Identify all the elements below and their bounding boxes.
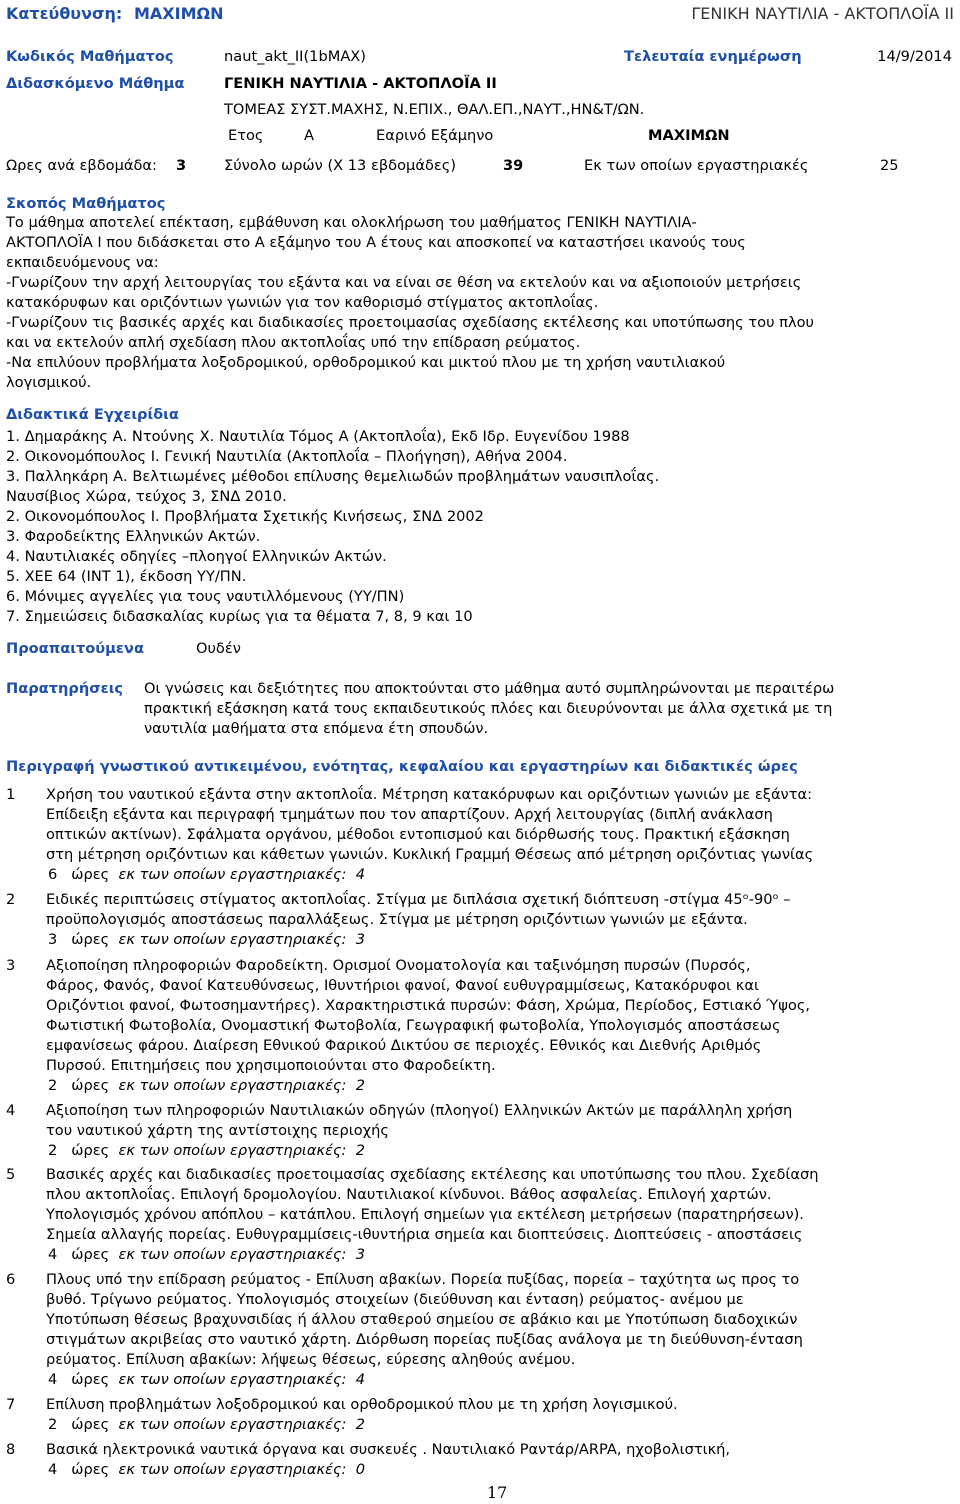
- topic-number: 4: [6, 1102, 16, 1119]
- topic-line: ρεύματος. Επίλυση αβακίων: λήψεως θέσεως, εύρεσης αληθούς ανέμου.: [46, 1351, 576, 1368]
- topic-item: [46, 890, 791, 950]
- objective-line: ΑΚΤΟΠΛΟΪΑ Ι που διδάσκεται στο Α εξάμηνο του Α έτους και αποσκοπεί να καταστήσει ικανούς τους: [6, 234, 746, 251]
- topic-line: Επίλυση προβλημάτων λοξοδρομικού και ορθοδρομικού πλου με τη χρήση λογισμικού.: [46, 1396, 678, 1413]
- lab-phrase: εκ των οποίων εργαστηριακές:: [118, 1461, 347, 1478]
- topic-item: [46, 1101, 792, 1161]
- topic-hours: 2: [48, 1416, 58, 1433]
- weekly-hours-value: 3: [176, 157, 187, 174]
- hours-word: ώρες: [71, 1416, 110, 1433]
- textbook-item: 2. Οικονομόπουλος Ι. Προβλήματα Σχετικής Κινήσεως, ΣΝΔ 2002: [6, 508, 484, 525]
- hours-word: ώρες: [71, 1461, 110, 1478]
- year-value: Α: [304, 127, 314, 144]
- topic-line: Φωτιστική Φωτοβολία, Ονομαστική Φωτοβολία, Γεωγραφική φωτοβολία, Υπολογισμός αποστάσεως: [46, 1017, 781, 1034]
- hours-word: ώρες: [71, 931, 110, 948]
- topic-number: 2: [6, 891, 16, 908]
- topic-line: Οριζόντιοι φανοί, Φωτοσημαντήρες). Χαρακτηριστικά πυρσών: Φάση, Χρώμα, Περίοδος, Εστιακό Ύψος,: [46, 997, 811, 1014]
- objective-line: -Γνωρίζουν τις βασικές αρχές και διαδικασίες προετοιμασίας σχεδίασης εκτέλεσης και υποτύπωσης του πλου: [6, 314, 814, 331]
- textbook-item: 4. Ναυτιλιακές οδηγίες –πλοηγοί Ελληνικών Ακτών.: [6, 548, 387, 565]
- year-label: Ετος: [228, 127, 264, 144]
- remarks-line: πρακτική εξάσκηση κατά τους εκπαιδευτικούς πλόες και διευρύνονται με άλλα σχετικά με τη: [144, 700, 833, 717]
- topic-line: Υπολογισμός χρόνου απόπλου – κατάπλου. Επιλογή σημείων για εκτέλεση μετρήσεων (παρατηρήσεων).: [46, 1206, 804, 1223]
- topic-line: στη μέτρηση οριζόντιων και κάθετων γωνιών. Κυκλική Γραμμή Θέσεως από μέτρηση οριζόντιας γωνίας: [46, 846, 814, 863]
- lab-phrase: εκ των οποίων εργαστηριακές:: [118, 1371, 347, 1388]
- topic-lab-hours: 4: [355, 866, 366, 883]
- topic-item: [46, 1395, 678, 1435]
- semester-value: Εαρινό Εξάμηνο: [376, 127, 494, 144]
- objective-line: Το μάθημα αποτελεί επέκταση, εμβάθυνση και ολοκλήρωση του μαθήματος ΓΕΝΙΚΗ ΝΑΥΤΙΛΙΑ-: [6, 214, 697, 231]
- topic-item: [46, 1440, 730, 1480]
- objective-line: και να εκτελούν απλή σχεδίαση πλου ακτοπλοΐας υπό την επίδραση ρεύματος.: [6, 334, 581, 351]
- textbook-item: 1. Δημαράκης Α. Ντούνης Χ. Ναυτιλία Τόμος Α (Ακτοπλοΐα), Εκδ Ιδρ. Ευγενίδου 1988: [6, 428, 630, 445]
- updated-label: Τελευταία ενημέρωση: [624, 48, 802, 65]
- updated-value: 14/9/2014: [877, 48, 952, 65]
- remarks-text: [144, 679, 834, 739]
- objective-line: -Να επιλύουν προβλήματα λοξοδρομικού, ορθοδρομικού και μικτού πλου με τη χρήση ναυτιλιακού: [6, 354, 726, 371]
- lab-hours-value: 25: [880, 157, 899, 174]
- remarks-label: Παρατηρήσεις: [6, 680, 124, 697]
- objective-line: λογισμικού.: [6, 374, 92, 391]
- lab-phrase: εκ των οποίων εργαστηριακές:: [118, 931, 347, 948]
- objective-line: εκπαιδευόμενους να:: [6, 254, 159, 271]
- topic-line: Βασικά ηλεκτρονικά ναυτικά όργανα και συσκευές . Ναυτιλιακό Ραντάρ/ARPA, ηχοβολιστική,: [46, 1441, 731, 1458]
- topic-line: Αξιοποίηση των πληροφοριών Ναυτιλιακών οδηγών (πλοηγοί) Ελληνικών Ακτών με παράλληλη χρήση: [46, 1102, 793, 1119]
- lab-phrase: εκ των οποίων εργαστηριακές:: [118, 1246, 347, 1263]
- topic-item: [46, 956, 810, 1096]
- textbook-item: 3. Φαροδείκτης Ελληνικών Ακτών.: [6, 528, 261, 545]
- header-right-title: ΓΕΝΙΚΗ ΝΑΥΤΙΛΙΑ - ΑΚΤΟΠΛΟΪΑ ΙΙ: [691, 4, 954, 23]
- topic-line: βυθό. Τρίγωνο ρεύματος. Υπολογισμός στοιχείων (διεύθυνση και ένταση) ρεύματος- ανέμου με: [46, 1291, 744, 1308]
- topic-lab-hours: 2: [355, 1416, 366, 1433]
- remarks-line: Οι γνώσεις και δεξιότητες που αποκτούνται στο μάθημα αυτό συμπληρώνονται με περαιτέρω: [144, 680, 835, 697]
- topic-line: Βασικές αρχές και διαδικασίες προετοιμασίας σχεδίασης εκτέλεσης και υποτύπωσης του πλου. Σχεδίαση: [46, 1166, 819, 1183]
- hours-word: ώρες: [71, 866, 110, 883]
- topic-line: εμφανίσεως φάρου. Διαίρεση Εθνικού Φαρικού Δικτύου σε περιοχές. Εθνικός και Διεθνής Αριθμός: [46, 1037, 762, 1054]
- textbooks-heading: Διδακτικά Εγχειρίδια: [6, 406, 179, 423]
- topic-line: Πυρσού. Επιτημήσεις που χρησιμοποιούνται στο Φαροδείκτη.: [46, 1057, 496, 1074]
- topic-line: του ναυτικού χάρτη της αντίστοιχης περιοχής: [46, 1122, 389, 1139]
- textbook-item: 5. ΧΕΕ 64 (ΙΝΤ 1), έκδοση ΥΥ/ΠΝ.: [6, 568, 247, 585]
- prerequisites-label: Προαπαιτούμενα: [6, 640, 144, 657]
- topic-line: Φάρος, Φανός, Φανοί Κατευθύνσεως, Ιθυντήριοι φανοί, Φανοί ευθυγραμμίσεως, Κατακόρυφοι και: [46, 977, 759, 994]
- topic-line: οπτικών ακτίνων). Σφάλματα οργάνου, μέθοδοι εντοπισμού και διόρθωσής τους. Πρακτική εξάσκηση: [46, 826, 790, 843]
- lab-phrase: εκ των οποίων εργαστηριακές:: [118, 866, 347, 883]
- course-code-value: naut_akt_II(1bMAX): [224, 48, 366, 65]
- topic-hours-line: [46, 865, 813, 885]
- topic-lab-hours: 4: [355, 1371, 366, 1388]
- weekly-hours-label: Ωρες ανά εβδομάδα:: [6, 157, 157, 174]
- topic-number: 7: [6, 1396, 16, 1413]
- topic-line: Επίδειξη εξάντα και περιγραφή τμημάτων που τον απαρτίζουν. Αρχή λειτουργίας (διπλή ανάκλαση: [46, 806, 773, 823]
- prerequisites-value: Ουδέν: [196, 640, 241, 657]
- topic-hours: 4: [48, 1371, 58, 1388]
- topic-hours: 2: [48, 1077, 58, 1094]
- direction-value: ΜΑΧΙΜΩΝ: [134, 4, 224, 23]
- topic-line: Αξιοποίηση πληροφοριών Φαροδείκτη. Ορισμοί Ονοματολογία και ταξινόμηση πυρσών (Πυρσός,: [46, 957, 751, 974]
- topic-line: προϋπολογισμός αποστάσεως παραλλάξεως. Στίγμα με μέτρηση οριζόντιων γωνιών με εξάντα.: [46, 911, 748, 928]
- textbook-item: 2. Οικονομόπουλος Ι. Γενική Ναυτιλία (Ακτοπλοΐα – Πλοήγηση), Αθήνα 2004.: [6, 448, 568, 465]
- taught-course-value: ΓΕΝΙΚΗ ΝΑΥΤΙΛΙΑ - ΑΚΤΟΠΛΟΪΑ ΙΙ: [224, 75, 497, 92]
- topic-lab-hours: 2: [355, 1077, 366, 1094]
- topic-line: Χρήση του ναυτικού εξάντα στην ακτοπλοΐα. Μέτρηση κατακόρυφων και οριζόντιων γωνιών με εξάντα:: [46, 786, 813, 803]
- topic-hours: 3: [48, 931, 58, 948]
- textbook-item: 7. Σημειώσεις διδασκαλίας κυρίως για τα θέματα 7, 8, 9 και 10: [6, 608, 473, 625]
- topic-hours: 6: [48, 866, 58, 883]
- lab-phrase: εκ των οποίων εργαστηριακές:: [118, 1077, 347, 1094]
- objective-line: κατακόρυφων και οριζόντιων γωνιών για τον καθορισμό στίγματος ακτοπλοΐας.: [6, 294, 599, 311]
- topic-number: 5: [6, 1166, 16, 1183]
- hours-word: ώρες: [71, 1246, 110, 1263]
- topic-line: Υποτύπωση θέσεως βραχυνσιδίας ή άλλου σταθερού σημείου σε αβάκιο και με Υποτύπωση διαδοχικών: [46, 1311, 798, 1328]
- topic-line: Σημεία αλλαγής πορείας. Ευθυγραμμίσεις-ιθυντήρια σημεία και διοπτεύσεις. Διοπτεύσεις - αποστάσεις: [46, 1226, 803, 1243]
- hours-word: ώρες: [71, 1142, 110, 1159]
- topic-number: 8: [6, 1441, 16, 1458]
- topic-hours: 4: [48, 1461, 58, 1478]
- hours-word: ώρες: [71, 1077, 110, 1094]
- total-hours-label: Σύνολο ωρών (Χ 13 εβδομάδες): [224, 157, 457, 174]
- topic-lab-hours: 0: [355, 1461, 366, 1478]
- topic-hours: 2: [48, 1142, 58, 1159]
- lab-hours-label: Εκ των οποίων εργαστηριακές: [584, 157, 809, 174]
- sectors-line: ΤΟΜΕΑΣ ΣΥΣΤ.ΜΑΧΗΣ, Ν.ΕΠΙΧ., ΘΑΛ.ΕΠ.,ΝΑΥΤ.,ΗΝ&Τ/ΩΝ.: [224, 101, 645, 118]
- hours-word: ώρες: [71, 1371, 110, 1388]
- course-code-label: Κωδικός Μαθήματος: [6, 48, 174, 65]
- topic-number: 6: [6, 1271, 16, 1288]
- topic-hours-line: [46, 930, 791, 950]
- textbooks-list: [6, 427, 951, 627]
- taught-course-label: Διδασκόμενο Μάθημα: [6, 75, 185, 92]
- textbook-item: 3. Παλληκάρη Α. Βελτιωμένες μέθοδοι επίλυσης θεμελιωδών προβλημάτων ναυσιπλοΐας.: [6, 468, 660, 485]
- course-direction: ΜΑΧΙΜΩΝ: [648, 127, 730, 144]
- topic-hours-line: [46, 1245, 818, 1265]
- topic-number: 1: [6, 786, 16, 803]
- textbook-item: Ναυσίβιος Χώρα, τεύχος 3, ΣΝΔ 2010.: [6, 488, 287, 505]
- topic-line: Ειδικές περιπτώσεις στίγματος ακτοπλοΐας. Στίγμα με διπλάσια σχετική διόπτευση -στίγμα 45ᵒ-90ᵒ –: [46, 891, 791, 908]
- topic-hours-line: [46, 1370, 803, 1390]
- topic-hours-line: [46, 1460, 730, 1480]
- objective-text: [6, 213, 951, 393]
- textbook-item: 6. Μόνιμες αγγελίες για τους ναυτιλλόμενους (ΥΥ/ΠΝ): [6, 588, 405, 605]
- objective-line: -Γνωρίζουν την αρχή λειτουργίας του εξάντα και να είναι σε θέση να εκτελούν και να αξιοποιούν μετρήσεις: [6, 274, 802, 291]
- topic-hours-line: [46, 1141, 792, 1161]
- topic-lab-hours: 3: [355, 931, 366, 948]
- total-hours-value: 39: [503, 157, 524, 174]
- topic-line: στιγμάτων ακριβείας στο ναυτικό χάρτη. Διόρθωση πορείας πυξίδας ανάλογα με τη διεύθυνση-ένταση: [46, 1331, 803, 1348]
- topic-item: [46, 1165, 818, 1265]
- topic-item: [46, 785, 813, 885]
- topic-lab-hours: 3: [355, 1246, 366, 1263]
- topic-hours-line: [46, 1415, 678, 1435]
- topic-line: Πλους υπό την επίδραση ρεύματος - Επίλυση αβακίων. Πορεία πυξίδας, πορεία – ταχύτητα ως προς το: [46, 1271, 800, 1288]
- topic-item: [46, 1270, 803, 1390]
- topic-lab-hours: 2: [355, 1142, 366, 1159]
- objective-heading: Σκοπός Μαθήματος: [6, 195, 166, 212]
- topic-hours-line: [46, 1076, 810, 1096]
- topic-line: πλου ακτοπλοΐας. Επιλογή δρομολογίου. Ναυτιλιακοί κίνδυνοι. Βάθος ασφαλείας. Επιλογή χαρτών.: [46, 1186, 772, 1203]
- description-heading: Περιγραφή γνωστικού αντικειμένου, ενότητας, κεφαλαίου και εργαστηρίων και διδακτικές ώρες: [6, 758, 798, 775]
- topic-hours: 4: [48, 1246, 58, 1263]
- lab-phrase: εκ των οποίων εργαστηριακές:: [118, 1416, 347, 1433]
- lab-phrase: εκ των οποίων εργαστηριακές:: [118, 1142, 347, 1159]
- page-number: 17: [487, 1483, 508, 1502]
- topic-number: 3: [6, 957, 16, 974]
- remarks-line: ναυτιλία μαθήματα στα επόμενα έτη σπουδών.: [144, 720, 489, 737]
- direction-label: Κατεύθυνση:: [6, 4, 123, 23]
